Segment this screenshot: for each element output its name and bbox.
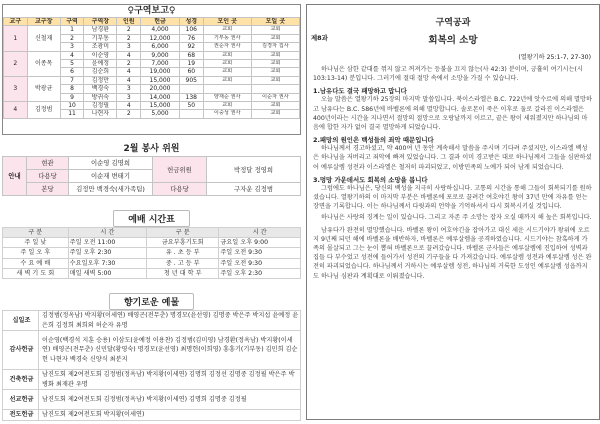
- schedule-cell: 주 일 낮: [3, 238, 69, 248]
- offering-label: 선교헌금: [3, 390, 39, 410]
- data-cell: 교회: [251, 34, 299, 42]
- parish-leader-cell: 김정범: [27, 102, 60, 119]
- data-cell: 2: [117, 60, 141, 68]
- closing-paragraph: 남유다가 완전히 멸망했습니다. 바벨론 왕이 여호야긴을 잡아가고 대신 세운 시드기야가 왕위에 오르지 9년째 되던 해에 바벨론을 배반하자, 바벨론은 예루살렘을 공격하였습니다. 시드기야는 참혹하게 가족의 몰살되고 그는 눈이 뽑혀 바벨론으로 끌려갔습니다. 바벨론 군사들은 예루살렘에 진입하여 성벽과 집들 다 부수었고 성전에 들어가서 성전의 기구들을 다 가져갔습니다. 예루살렘 성전과 예루살렘 성은 완전히 파괴되었습니다. 하나님께서 거하시는 예루살렘 성전, 하나님의 거룩한 도성인 예루살렘 성읍까지도 하나님 심판과 계획대로 이뤄졌습니다.: [313, 226, 592, 280]
- data-cell: 이순자 권사: [251, 93, 299, 101]
- data-cell: 92: [179, 43, 203, 51]
- data-cell: 교회: [203, 51, 251, 59]
- service-title: 2월 봉사 위원: [110, 140, 194, 155]
- offering-table: [2, 310, 301, 421]
- point-body: 그럼에도 하나님은, 당신의 백성을 지극히 사랑하십니다. 고통의 시간을 통해 그들이 회복되기를 원하셨습니다. 열왕기하의 이 마지막 부분은 바벨론에 포로로 끌려간 여호야긴 왕이 37년 만에 자유를 얻는 장면을 기록합니다. 이는 하나님께서 다윗과의 언약을 기억하셔서 다시 회복시키실 것입니다.: [313, 184, 592, 211]
- data-cell: 4: [117, 76, 141, 84]
- table-row: [4, 76, 300, 84]
- parish-cell: 3: [4, 76, 28, 101]
- schedule-cell: 수요일오후 7:30: [68, 258, 146, 268]
- parish-cell: 1: [4, 26, 28, 51]
- data-cell: 이중성 권사: [203, 110, 251, 118]
- data-cell: 김정필: [84, 102, 117, 110]
- data-cell: 19: [179, 60, 203, 68]
- table-row: [3, 410, 301, 421]
- closing-paragraph: 하나님은 사랑의 징계는 일이 있습니다. 그리고 자존 주 소망는 잡자 오실 때까지 해 높은 회복입니다.: [321, 214, 592, 222]
- service-cell: 이순영 김명희: [69, 157, 153, 170]
- column-header: 헌금: [141, 18, 180, 26]
- service-cell: 박정달 정영희: [207, 157, 301, 183]
- schedule-cell: 중 . 고 등 부: [147, 258, 219, 268]
- schedule-cell: 주일 오전 9:30: [219, 258, 301, 268]
- point-body: 하나님께서 경고하셨고, 약 400여 년 동안 계속해서 말씀을 주시며 기다려 주셨지만, 이스라엘 백성은 하나님을 저버리고 죄악에 빠져 있었습니다. 그 결과 이미 경고받은 대로 하나님께서 그들을 심판하셨어 예루살렘 성전과 이스라엘은 철저히 파괴되었고, 이방민족의 노예가 되어 남게 되었습니다.: [313, 145, 592, 171]
- table-row: [3, 370, 301, 390]
- column-header: 교구: [4, 18, 28, 26]
- data-cell: 106: [179, 26, 203, 34]
- data-cell: 2: [117, 34, 141, 42]
- data-cell: 교회: [251, 76, 299, 84]
- data-cell: 방귀숙: [84, 93, 117, 101]
- data-cell: 6,000: [141, 43, 180, 51]
- data-cell: 교회: [251, 102, 299, 110]
- data-cell: 68: [179, 51, 203, 59]
- schedule-cell: 금요부흥기도회: [147, 238, 219, 248]
- data-cell: 백경숙: [84, 85, 117, 93]
- table-row: [3, 258, 301, 268]
- service-box: [2, 140, 301, 204]
- data-cell: 2: [117, 110, 141, 118]
- data-cell: [203, 85, 251, 93]
- table-row: [3, 390, 301, 410]
- worship-table: [2, 227, 301, 279]
- data-cell: 11: [60, 110, 84, 118]
- worship-title: 예배 시간표: [113, 210, 190, 227]
- column-header: 성경: [179, 18, 203, 26]
- data-cell: [179, 85, 203, 93]
- data-cell: 7,000: [141, 60, 180, 68]
- data-cell: 14,000: [141, 93, 180, 101]
- data-cell: 교회: [203, 26, 251, 34]
- data-cell: 2: [117, 26, 141, 34]
- offering-label: 감사헌금: [3, 331, 39, 370]
- data-cell: 4: [60, 51, 84, 59]
- data-cell: 76: [179, 34, 203, 42]
- offering-names: 이순영(백경석 지훈 승용) 이삼도(윤예정 이용찬) 김정범(김미영) 남경환(정옥남) 박지황(이세연) 배영곤(전무춘) 신민달(황영숙) 명경모(윤선영) 최명헌(이희영) 흥흥기(기부동) 김민희 김순헌 나현자 백경숙 신양식 최분지: [39, 331, 301, 370]
- column-header: 시 간: [219, 228, 301, 238]
- data-cell: 20,000: [141, 85, 180, 93]
- scripture-ref: (열왕기하 25:1-7, 27-30): [518, 54, 591, 61]
- service-cell: 헌금위원: [153, 157, 207, 183]
- offering-box: [2, 293, 301, 422]
- data-cell: 5: [60, 60, 84, 68]
- data-cell: [251, 85, 299, 93]
- data-cell: 교회: [251, 26, 299, 34]
- offering-label: 십일조: [3, 311, 39, 331]
- data-cell: 윤예정: [84, 60, 117, 68]
- schedule-cell: 주일 오전 11:00: [68, 238, 146, 248]
- offering-names: 김정범(정옥남) 박지황(이세연) 배영곤(전무춘) 명경모(윤선영) 김명중 박은주 박지섭 윤예정 윤은희 김정희 최희외 허순자 유명: [39, 311, 301, 331]
- data-cell: 7: [60, 76, 84, 84]
- data-cell: 1: [60, 26, 84, 34]
- data-cell: 3: [117, 93, 141, 101]
- data-cell: 138: [179, 93, 203, 101]
- data-cell: 교회: [203, 68, 251, 76]
- table-row: [3, 268, 301, 278]
- point-heading: 1.남유다도 결국 패망하고 맙니다: [313, 87, 407, 96]
- devotion-panel: [306, 4, 600, 420]
- column-header: 모인 곳: [203, 18, 251, 26]
- data-cell: 4: [117, 68, 141, 76]
- data-cell: 교회: [203, 76, 251, 84]
- data-cell: 4,000: [141, 26, 180, 34]
- data-cell: 권순자 권사: [203, 43, 251, 51]
- data-cell: 10: [60, 102, 84, 110]
- data-cell: 양재순 권사: [203, 93, 251, 101]
- service-cell: 다용당: [27, 170, 69, 183]
- column-header: 시 간: [68, 228, 146, 238]
- data-cell: 이순영: [84, 51, 117, 59]
- schedule-cell: 수 요 예 배: [3, 258, 69, 268]
- table-row: [3, 238, 301, 248]
- data-cell: 9,000: [141, 51, 180, 59]
- data-cell: 2: [60, 34, 84, 42]
- mission-report-title: ♀구역보고♀: [3, 5, 300, 17]
- offering-title: 향기로운 예물: [109, 293, 194, 310]
- data-cell: 조광미: [84, 43, 117, 51]
- service-cell: 다용당: [153, 183, 207, 196]
- point-heading: 3.멍망 가운데서도 회복의 소망을 봅니다: [313, 175, 428, 184]
- offering-names: 남진도회 제2여전도회 김정범(정옥남) 박지황(이세연) 김명희 김명중 김정필: [39, 390, 301, 410]
- data-cell: 김정만: [84, 76, 117, 84]
- data-cell: 기부동 권사: [203, 34, 251, 42]
- column-header: 구역: [60, 18, 84, 26]
- data-cell: 김경자 집사: [251, 43, 299, 51]
- data-cell: 김순희: [84, 68, 117, 76]
- data-cell: 9: [60, 93, 84, 101]
- schedule-cell: 새 벽 기 도 회: [3, 268, 69, 278]
- schedule-cell: 주일 오후 2:30: [219, 268, 301, 278]
- parish-leader-cell: 박광균: [27, 76, 60, 101]
- lesson-title: 회복의 소망: [428, 35, 478, 46]
- point-heading: 2.패망의 원인은 백성들의 죄악 때문입니다: [313, 136, 434, 145]
- service-cell: 본당: [27, 183, 69, 196]
- offering-label: 전도헌금: [3, 410, 39, 421]
- column-header: 구 분: [147, 228, 219, 238]
- offering-names: 남진도회 제2여전도회 박지황(이세연): [39, 410, 301, 421]
- table-row: [4, 26, 300, 34]
- devotion-section-title: 구역공과: [435, 18, 471, 28]
- data-cell: 교회: [251, 51, 299, 59]
- schedule-cell: 주일 오전 9:30: [219, 248, 301, 258]
- service-cell: 이순재 변태기: [69, 170, 153, 183]
- data-cell: 50: [179, 102, 203, 110]
- column-header: 구 분: [3, 228, 69, 238]
- column-header: 모일 곳: [251, 18, 299, 26]
- guide-label: 안내: [3, 157, 27, 196]
- parish-leader-cell: 신철재: [27, 26, 60, 51]
- parish-cell: 4: [4, 102, 28, 119]
- data-cell: 교회: [251, 110, 299, 118]
- schedule-cell: 청 년 대 학 부: [147, 268, 219, 278]
- schedule-cell: 매일 새벽 5:00: [68, 268, 146, 278]
- table-row: [3, 248, 301, 258]
- data-cell: 12,000: [141, 34, 180, 42]
- data-cell: 5,000: [141, 110, 180, 118]
- column-header: 인원: [117, 18, 141, 26]
- data-cell: 60: [179, 68, 203, 76]
- mission-report-box: [2, 4, 301, 135]
- data-cell: 15,000: [141, 102, 180, 110]
- table-row: [3, 311, 301, 331]
- schedule-cell: 주 일 오 후: [3, 248, 69, 258]
- table-row: [4, 102, 300, 110]
- intro-paragraph: 하나님은 삼한 같대를 꺾지 않고 꺼져가는 등불을 끄지 않는(사 42:3) 분이며, 긍휼히 여기시는(시 103:13-14) 분입니다. 그러기에 절대 절망 속에서 소망을 가질 수 있습니다.: [313, 66, 583, 83]
- data-cell: 교회: [203, 60, 251, 68]
- data-cell: 3: [117, 85, 141, 93]
- schedule-cell: 주일 오후 2:30: [68, 248, 146, 258]
- column-header: 교구장: [27, 18, 60, 26]
- data-cell: 15,000: [141, 76, 180, 84]
- data-cell: 6: [60, 68, 84, 76]
- lesson-number: 제8과: [311, 34, 328, 42]
- point-body: 오늘 말씀은 열왕기하 25장의 마지막 말씀입니다. 북이스라엘은 B.C. 722년에 앗수르에 의해 멸망하고 남유다는 B.C. 586년에 바벨론에 의해 멸망합니다. 솔로몬이 죽은 이후로 둘로 갈라진 이스라엘은 400년이라는 시간을 지나면서 절망의 절망으로 오랑날까지 이르고, 끝은 왕이 세워졌지만 하나님의 마음에 합한 자가 없어 결국 멸망하게 되었습니다.: [313, 96, 592, 132]
- data-cell: 8: [60, 85, 84, 93]
- service-cell: 구자운 김정범: [207, 183, 301, 196]
- schedule-cell: 금요일 오후 9:00: [219, 238, 301, 248]
- data-cell: 3: [117, 43, 141, 51]
- data-cell: 4: [117, 102, 141, 110]
- data-cell: 교회: [251, 68, 299, 76]
- column-header: 구역장: [84, 18, 117, 26]
- mission-report-table: [3, 17, 300, 119]
- data-cell: 나현자: [84, 110, 117, 118]
- worship-box: [2, 210, 301, 290]
- parish-leader-cell: 이종목: [27, 51, 60, 76]
- data-cell: 기부동: [84, 34, 117, 42]
- data-cell: [179, 110, 203, 118]
- data-cell: 교회: [203, 102, 251, 110]
- service-cell: 김정만 백경숙(새가족팀): [69, 183, 153, 196]
- parish-cell: 2: [4, 51, 28, 76]
- offering-label: 건축헌금: [3, 370, 39, 390]
- data-cell: 교회: [251, 60, 299, 68]
- schedule-cell: 유 . 초 등 부: [147, 248, 219, 258]
- service-cell: 현관: [27, 157, 69, 170]
- table-row: [4, 51, 300, 59]
- data-cell: 905: [179, 76, 203, 84]
- data-cell: 3: [60, 43, 84, 51]
- data-cell: 19,000: [141, 68, 180, 76]
- offering-names: 남진도회 제2여전도회 김정범(정옥남) 박지황(이세연) 김명희 김정선 김명중 김정필 박은주 박병화 최재관 우명: [39, 370, 301, 390]
- data-cell: 4: [117, 51, 141, 59]
- service-table: [2, 156, 301, 196]
- table-row: [3, 331, 301, 370]
- data-cell: 남경환: [84, 26, 117, 34]
